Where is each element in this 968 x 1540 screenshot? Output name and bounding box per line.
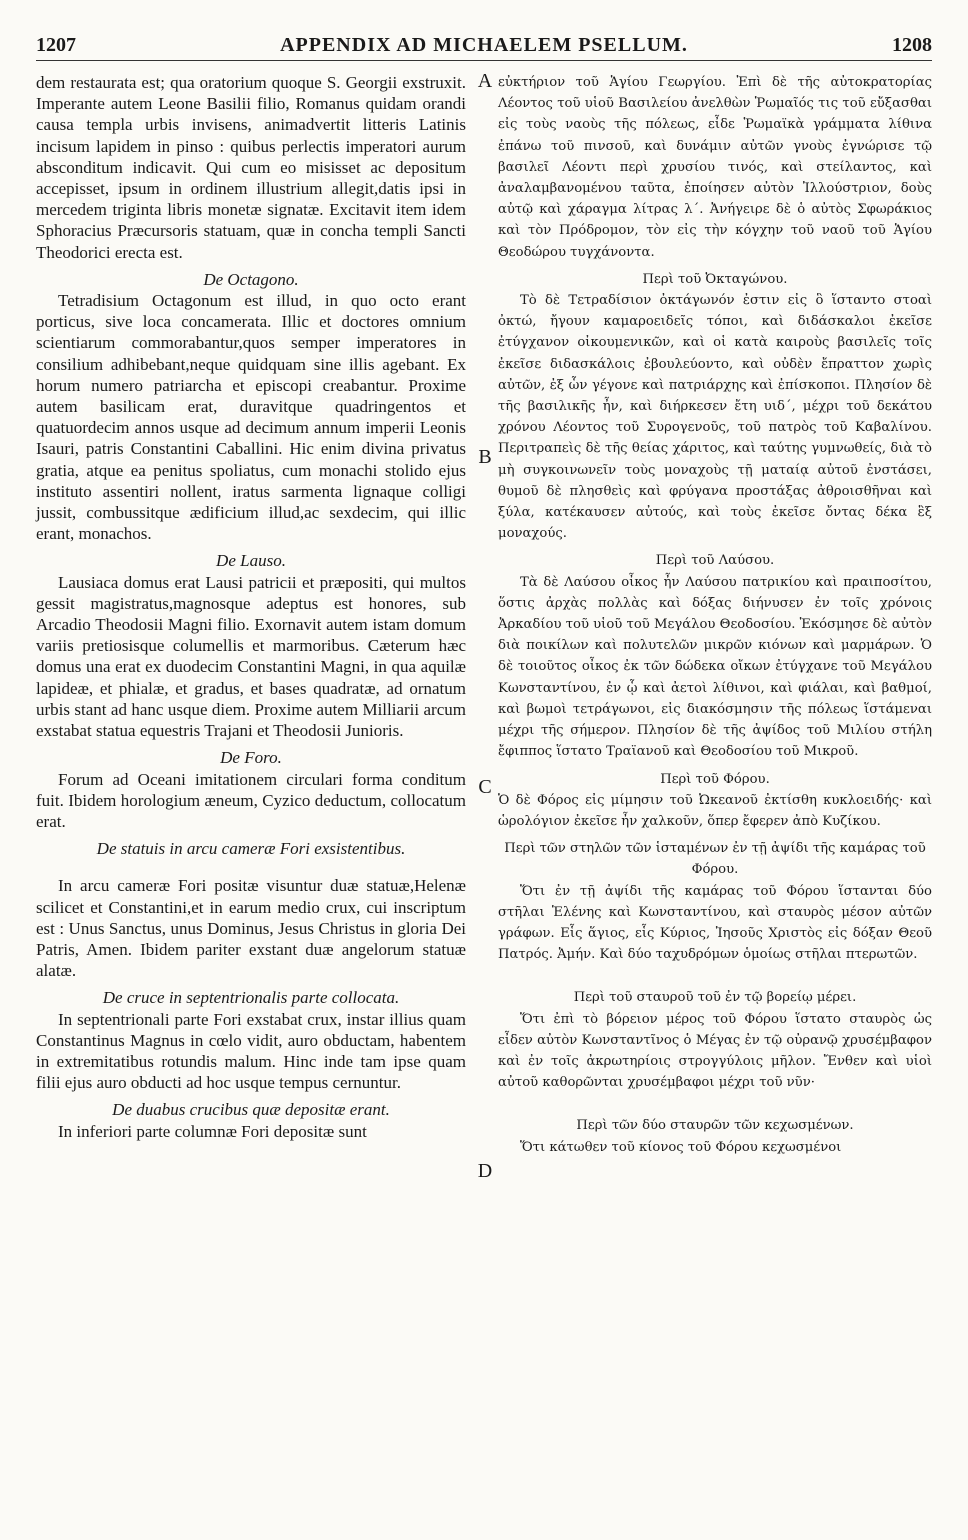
greek-section-heading: Περὶ τῶν δύο σταυρῶν τῶν κεχωσμένων. — [576, 1118, 854, 1134]
margin-marker-d: D — [477, 1160, 493, 1182]
latin-paragraph: dem restaurata est; qua oratorium quoque S. Georgii exstruxit. Imperante autem Leone Basilii filio, Romanus quidam orandi causa templa urbis invisens, animadvertit litteris Latinis incisum lapidem in pinso : quibus perlectis imperatori aurum absconditum indicavit. Qui cum eo misisset ac depositum accepisset, ipsum in ordinem illustrium allegit,datis ipsi in mercedem triginta libris monetæ signatæ. Excitavit item idem Sphoracius Præcursoris statuam, quæ in concha templi Sancti Theodorici erecta est. — [36, 73, 466, 262]
page-number-right: 1208 — [892, 34, 932, 56]
latin-paragraph: In septentrionali parte Fori exstabat crux, instar illius quam Constantinus Magnus in cœlo vidit, auro obductam, habentem in extremitatibus rotundis malum. Hinc inde tam ipse quam filii ejus auro obducti ad hoc usque tempus cernuntur. — [36, 1009, 466, 1093]
greek-paragraph: Ὅτι ἐπὶ τὸ βόρειον μέρος τοῦ Φόρου ἵστατο σταυρὸς ὡς εἶδεν αὐτὸν Κωνσταντῖνος ὁ Μέγας ἐν τῷ οὐρανῷ χρυσέμβαφον καὶ ἐν τοῖς ἀκρωτηρίοις στρογγύλοις μῆλον. Ἔνθεν καὶ υἱοὶ αὐτοῦ καθορῶνται χρυσέμβαφοι μέχρι τοῦ νῦν· — [498, 1011, 932, 1091]
margin-marker-c: C — [478, 776, 492, 798]
latin-section-heading: De duabus crucibus quæ depositæ erant. — [112, 1100, 390, 1120]
greek-column — [498, 72, 932, 1158]
greek-section-heading: Περὶ τοῦ σταυροῦ τοῦ ἐν τῷ βορείῳ μέρει. — [573, 990, 857, 1006]
margin-marker-a: A — [477, 70, 493, 92]
margin-marker-b: B — [478, 446, 492, 468]
page-header — [36, 28, 932, 64]
latin-paragraph: In inferiori parte columnæ Fori depositæ sunt — [58, 1121, 367, 1141]
latin-column — [36, 72, 466, 1142]
greek-paragraph: Ὅτι κάτωθεν τοῦ κίονος τοῦ Φόρου κεχωσμένοι — [520, 1139, 842, 1155]
page-number-left: 1207 — [36, 34, 76, 56]
latin-section-heading: De statuis in arcu cameræ Fori exsistentibus. — [96, 839, 406, 859]
header-rule — [36, 60, 932, 61]
greek-paragraph: Τὸ δὲ Τετραδίσιον ὀκτάγωνόν ἐστιν εἰς ὃ ἵσταντο στοαὶ ὀκτώ, ἤγουν καμαροειδεῖς τόποι, καὶ διδάσκαλοι ἐκεῖσε ἐτύγχανον οἰκουμενικῶν, καὶ οἱ κατὰ καιροὺς βασιλεῖς τοῖς ἐκεῖσε διδασκάλοις ἐβουλεύοντο, καὶ οὐδὲν ἔπραττον χωρὶς αὐτῶν, ἐξ ὧν γέγονε καὶ πατριάρχης καὶ ἐπίσκοποι. Πλησίον δὲ τῆς βασιλικῆς ἦν, καὶ διήρκεσεν ἔτη υιδ΄, μέχρι τοῦ δεκάτου χρόνου Λέοντος τοῦ Συρογενοῦς, τοῦ πατρὸς τοῦ Καβαλίνου. Περιτραπεὶς δὲ τῆς θείας χάριτος, καὶ ταύτης γυμνωθείς, διὰ τὸ μὴ συγκοινωνεῖν τοὺς μοναχοὺς τῇ ματαίᾳ αὐτοῦ ἐνστάσει, θυμοῦ δὲ πλησθεὶς καὶ φρύγανα προστάξας ἀθροισθῆναι καὶ ξύλα, κατέκαυσεν αὐτούς, καὶ τοὺς ἐκεῖσε ὄντας δέκα ἓξ μοναχούς. — [498, 293, 932, 542]
greek-section-heading: Περὶ τοῦ Ὀκταγώνου. — [642, 271, 788, 287]
greek-paragraph: Ὅτι ἐν τῇ ἀψίδι τῆς καμάρας τοῦ Φόρου ἵστανται δύο στῆλαι Ἑλένης καὶ Κωνσταντίνου, καὶ σταυρὸς μέσον αὐτῶν γράφων. Εἷς ἅγιος, εἷς Κύριος, Ἰησοῦς Χριστὸς εἰς δόξαν Θεοῦ Πατρός. Ἀμήν. Καὶ δύο ταχυδρόμων ὁμοίως στῆλαι πτερωτῶν. — [498, 883, 932, 963]
latin-paragraph: Lausiaca domus erat Lausi patricii et præpositi, qui multos gessit magistratus,magnosque adeptus est honores, sub Arcadio Theodosii Magni filio. Exornavit autem istam domum variis pretiosisque columellis et marmoribus. Cæterum hæc domus una erat ex duodecim Constantini Magni, in qua aquilæ lapideæ, et phialæ, et gradus, et bases quadratæ, ad ornatum urbis stant ad hanc usque diem. Proxime autem Milliarii arcum exstabat statua equestris Trajani et Theodosii Junioris. — [36, 572, 466, 741]
greek-section-heading: Περὶ τοῦ Λαύσου. — [655, 553, 775, 569]
latin-section-heading: De Lauso. — [216, 551, 286, 571]
greek-paragraph: Τὰ δὲ Λαύσου οἶκος ἦν Λαύσου πατρικίου καὶ πραιποσίτου, ὅστις ἀρχὰς πολλὰς καὶ δόξας διήνυσεν ἐν τοῖς χρόνοις Ἀρκαδίου τοῦ υἱοῦ τοῦ Μεγάλου Θεοδοσίου. Ἐκόσμησε δὲ αὐτὸν διὰ ποικίλων καὶ πολυτελῶν μικρῶν κιόνων καὶ μαρμάρων. Ὁ δὲ τοιοῦτος οἶκος ἐκ τῶν δώδεκα οἴκων ἐτύγχανε τοῦ Μεγάλου Κωνσταντίνου, ἐν ᾧ καὶ ἀετοὶ λίθινοι, καὶ φιάλαι, καὶ βαθμοί, καὶ βωμοὶ τετράγωνοι, εἰς διακόσμησιν τῆς πόλεως ἵστάμεναι μέχρι τῆς σήμερον. Πλησίον δὲ τῆς ἀψίδος τοῦ Μιλίου στήλη ἔφιππος ἵστατο Τραϊανοῦ καὶ Θεοδοσίου τοῦ Μικροῦ. — [498, 574, 932, 760]
latin-section-heading: De cruce in septentrionalis parte collocata. — [102, 988, 400, 1008]
latin-paragraph: In arcu cameræ Fori positæ visuntur duæ statuæ,Helenæ scilicet et Constantini,et in earum medio crux, cui inscriptum est : Unus Sanctus, unus Dominus, Jesus Christus in gloria Dei Patris, Amen. Ibidem pariter exstant duæ angelorum statuæ alatæ. — [36, 876, 466, 981]
latin-paragraph: Tetradisium Octagonum est illud, in quo octo erant porticus, sive loca concamerata. Illic et doctores omnium scientiarum commorabantur,quos semper imperatores in consilium adhibebant,neque quidquam sine illis agebant. Ex horum numero patriarcha et episcopi creabantur. Proxime autem basilicam erat, duravitque quadringentos et quatuordecim annos usque ad decimum annum imperii Leonis Isauri, patris Constantini Caballini. Hic enim divina privatus gratia, atque ea penitus spoliatus, cum monachi stolido ejus instituto assentiri nollent, iratus sarmenta lignaque colligi jussit, combussitque ædificium illud,ac sexdecim, qui illic erant, monachos. — [36, 291, 466, 544]
latin-paragraph: Forum ad Oceani imitationem circulari forma conditum fuit. Ibidem horologium æneum, Cyzico deductum, collocatum erat. — [36, 769, 466, 831]
greek-section-heading: Περὶ τῶν στηλῶν τῶν ἱσταμένων ἐν τῇ ἀψίδι τῆς καμάρας τοῦ Φόρου. — [504, 841, 926, 878]
greek-paragraph: Ὁ δὲ Φόρος εἰς μίμησιν τοῦ Ὠκεανοῦ ἐκτίσθη κυκλοειδής· καὶ ὡρολόγιον ἐκεῖσε ἦν χαλκοῦν, ὅπερ ἔφερεν ἀπὸ Κυζίκου. — [498, 792, 932, 829]
latin-section-heading: De Octagono. — [203, 269, 299, 289]
greek-paragraph: εὐκτήριον τοῦ Ἁγίου Γεωργίου. Ἐπὶ δὲ τῆς αὐτοκρατορίας Λέοντος τοῦ υἱοῦ Βασιλείου ἀνελθὼν Ῥωμαῖός τις τοῦ εὔξασθαι εἰς τοὺς ναοὺς τῆς πόλεως, εἶδε Ῥωμαϊκὰ γράμματα λίθινα ἐπάνω τοῦ πινσοῦ, καὶ δυνάμιν αὐτῶν γνοὺς ἐγνώρισε τῷ βασιλεῖ Λέοντι περὶ χρυσίου τινός, καὶ στείλαντος, καὶ ἀναλαμβανομένου ταῦτα, ἐποίησεν αὐτὸν Ἰλλούστριον, δοὺς αὐτῷ καὶ χάραγμα λίτρας λ΄. Ἀνήγειρε δὲ ὁ αὐτὸς Σφωράκιος καὶ τὸν Πρόδρομον, τὸν εἰς τὴν κόγχην τοῦ ναοῦ τοῦ Ἁγίου Θεοδώρου τυγχάνοντα. — [498, 75, 932, 260]
latin-section-heading: De Foro. — [220, 748, 282, 768]
running-title: APPENDIX AD MICHAELEM PSELLUM. — [280, 34, 688, 56]
greek-section-heading: Περὶ τοῦ Φόρου. — [660, 771, 770, 787]
